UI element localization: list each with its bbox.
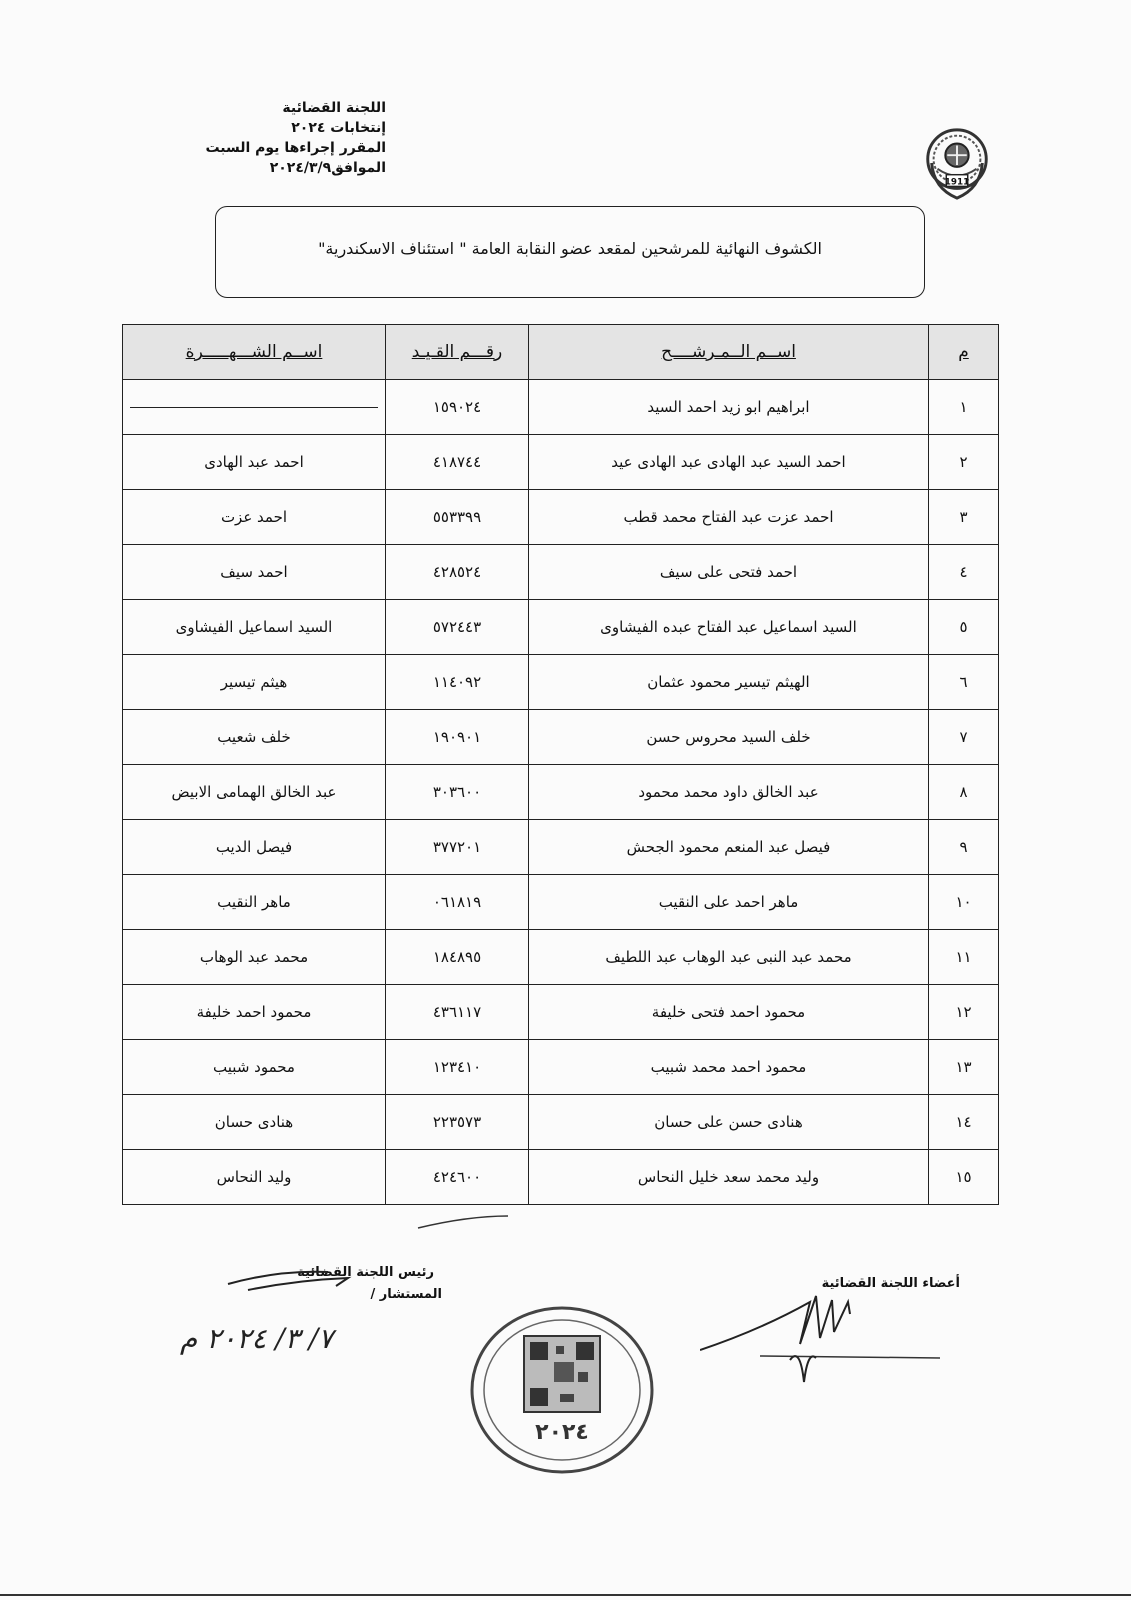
row-number: ٨ (929, 765, 999, 820)
candidate-name: السيد اسماعيل عبد الفتاح عبده الفيشاوى (529, 600, 929, 655)
members-title: أعضاء اللجنة القضائية (821, 1276, 960, 1291)
row-number: ١٤ (929, 1095, 999, 1150)
election-date: الموافق٢٠٢٤/٣/٩ (269, 160, 386, 176)
known-name: السيد اسماعيل الفيشاوى (123, 600, 386, 655)
counselor-label: المستشار / (370, 1287, 442, 1302)
candidate-name: فيصل عبد المنعم محمود الجحش (529, 820, 929, 875)
registration-number: ٤٢٤٦٠٠ (386, 1150, 529, 1205)
candidate-name: وليد محمد سعد خليل النحاس (529, 1150, 929, 1205)
table-row (123, 380, 999, 435)
header-registration-number: رقـــم القـيـد (386, 325, 529, 380)
known-name: وليد النحاس (123, 1150, 386, 1205)
row-number: ٥ (929, 600, 999, 655)
registration-number: ٤٣٦١١٧ (386, 985, 529, 1040)
handwritten-date: ٧/ ٣/ ٢٠٢٤ م (180, 1322, 334, 1355)
registration-number: ١٩٠٩٠١ (386, 710, 529, 765)
header-block (200, 98, 386, 178)
row-number: ٩ (929, 820, 999, 875)
title-box (215, 206, 925, 298)
elections-label: إنتخابات ٢٠٢٤ (291, 120, 386, 136)
candidate-name: محمود احمد محمد شبيب (529, 1040, 929, 1095)
row-number: ٢ (929, 435, 999, 490)
header-candidate-name: اســم الــمـرشــــح (529, 325, 929, 380)
table-row (123, 655, 999, 710)
table-row (123, 1150, 999, 1205)
blank-known-name-line (130, 406, 378, 408)
known-name (123, 380, 386, 435)
registration-number: ٥٥٣٣٩٩ (386, 490, 529, 545)
table-row (123, 765, 999, 820)
table-header-row (123, 325, 999, 380)
registration-number: ٣٧٧٢٠١ (386, 820, 529, 875)
known-name: ماهر النقيب (123, 875, 386, 930)
row-number: ١٣ (929, 1040, 999, 1095)
members-signature-icon (700, 1286, 970, 1406)
table-row (123, 545, 999, 600)
candidate-name: ماهر احمد على النقيب (529, 875, 929, 930)
known-name: فيصل الديب (123, 820, 386, 875)
syndicate-logo-icon (918, 124, 996, 202)
table-row (123, 1040, 999, 1095)
known-name: احمد عزت (123, 490, 386, 545)
registration-number: ١٨٤٨٩٥ (386, 930, 529, 985)
logo-year: 1911 (944, 177, 970, 188)
known-name: هيثم تيسير (123, 655, 386, 710)
registration-number: ٤١٨٧٤٤ (386, 435, 529, 490)
scheduled-label: المقرر إجراءها يوم السبت (205, 140, 386, 156)
header-known-name: اســم الشـــهـــــرة (123, 325, 386, 380)
stamp-year: ٢٠٢٤ (535, 1420, 589, 1445)
candidate-name: احمد عزت عبد الفتاح محمد قطب (529, 490, 929, 545)
document-title: الكشوف النهائية للمرشحين لمقعد عضو النقابة العامة " استئناف الاسكندرية" (318, 239, 822, 258)
candidate-name: عبد الخالق داود محمد محمود (529, 765, 929, 820)
registration-number: ٣٠٣٦٠٠ (386, 765, 529, 820)
candidate-name: محمد عبد النبى عبد الوهاب عبد اللطيف (529, 930, 929, 985)
candidate-name: ابراهيم ابو زيد احمد السيد (529, 380, 929, 435)
table-row (123, 710, 999, 765)
official-stamp (466, 1302, 658, 1474)
candidate-name: هنادى حسن على حسان (529, 1095, 929, 1150)
row-number: ٤ (929, 545, 999, 600)
registration-number: ١١٤٠٩٢ (386, 655, 529, 710)
registration-number: ٥٧٢٤٤٣ (386, 600, 529, 655)
registration-number: ١٢٣٤١٠ (386, 1040, 529, 1095)
candidates-table (122, 324, 999, 1205)
known-name: محمد عبد الوهاب (123, 930, 386, 985)
candidate-name: محمود احمد فتحى خليفة (529, 985, 929, 1040)
registration-number: ٤٢٨٥٢٤ (386, 545, 529, 600)
known-name: هنادى حسان (123, 1095, 386, 1150)
row-number: ١٠ (929, 875, 999, 930)
row-number: ٧ (929, 710, 999, 765)
known-name: محمود شبيب (123, 1040, 386, 1095)
registration-number: ٠٦١٨١٩ (386, 875, 529, 930)
row-number: ١٢ (929, 985, 999, 1040)
committee-name: اللجنة القضائية (282, 100, 386, 116)
known-name: عبد الخالق الهمامى الابيض (123, 765, 386, 820)
table-row (123, 435, 999, 490)
row-number: ٣ (929, 490, 999, 545)
stamp-seal-icon (466, 1302, 658, 1474)
registration-number: ٢٢٣٥٧٣ (386, 1095, 529, 1150)
president-title: رئيس اللجنة القضائية (297, 1265, 434, 1280)
candidate-name: احمد فتحى على سيف (529, 545, 929, 600)
table-row (123, 930, 999, 985)
table-row (123, 1095, 999, 1150)
bottom-rule (0, 1594, 1131, 1596)
known-name: احمد عبد الهادى (123, 435, 386, 490)
table-row (123, 490, 999, 545)
header-number: م (929, 325, 999, 380)
row-number: ١١ (929, 930, 999, 985)
candidate-name: الهيثم تيسير محمود عثمان (529, 655, 929, 710)
table-row (123, 600, 999, 655)
known-name: خلف شعيب (123, 710, 386, 765)
row-number: ١٥ (929, 1150, 999, 1205)
table-row (123, 820, 999, 875)
row-number: ٦ (929, 655, 999, 710)
row-number: ١ (929, 380, 999, 435)
table-row (123, 985, 999, 1040)
registration-number: ١٥٩٠٢٤ (386, 380, 529, 435)
president-signature-icon (218, 1210, 508, 1310)
candidate-name: خلف السيد محروس حسن (529, 710, 929, 765)
table-row (123, 875, 999, 930)
known-name: احمد سيف (123, 545, 386, 600)
candidate-name: احمد السيد عبد الهادى عبد الهادى عيد (529, 435, 929, 490)
known-name: محمود احمد خليفة (123, 985, 386, 1040)
